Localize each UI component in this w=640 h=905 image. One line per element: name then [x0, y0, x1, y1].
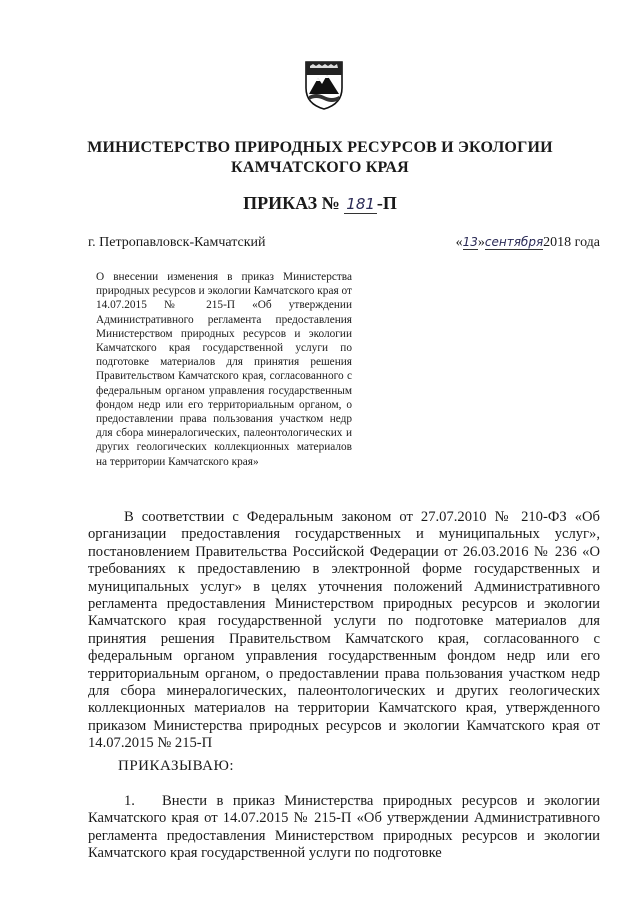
order-item-number: 1.: [124, 793, 135, 809]
ministry-name-line-2: КАМЧАТСКОГО КРАЯ: [231, 159, 409, 176]
order-number: 181: [346, 195, 375, 213]
date-quote-open: «: [455, 235, 463, 250]
city: г. Петропавловск-Камчатский: [88, 235, 266, 250]
ministry-name-line-1: МИНИСТЕРСТВО ПРИРОДНЫХ РЕСУРСОВ И ЭКОЛОГИИ: [87, 139, 553, 156]
kamchatka-coat-of-arms-icon: [303, 58, 345, 110]
order-item-text: Внести в приказ Министерства природных ресурсов и экологии Камчатского края от 14.07.2015 № 215-П «Об утверждении Административного регламента предоставления Министерством природных ресурсов и экологии Камчатского края государственной услуги по подготовке: [88, 793, 600, 862]
order-suffix: -П: [376, 193, 397, 213]
order-item: [88, 793, 600, 863]
date-day: 13: [462, 235, 478, 249]
order-date: [456, 235, 600, 251]
order-prefix: ПРИКАЗ №: [243, 193, 340, 213]
order-subject: О внесении изменения в приказ Министерства природных ресурсов и экологии Камчатского края от 14.07.2015 № 215-П «Об утверждении Административного регламента предоставления Министерством природных ресурсов и экологии Камчатского края государственной услуги по подготовке материалов для принятия решения Правительством Камчатского края, согласованного с федеральным органом управления государственным фондом недр или его территориальным органом, о предоставлении права пользования участком недр для сбора минералогических, палеонтологических и других геологических коллекционных материалов на территории Камчатского края»: [96, 271, 352, 468]
ministry-name: [60, 138, 580, 178]
order-title: [0, 193, 640, 214]
date-month: сентября: [484, 235, 544, 249]
order-directive-word: ПРИКАЗЫВАЮ:: [118, 758, 235, 774]
date-quote-close: »: [477, 235, 485, 250]
date-year: 2018 года: [543, 235, 600, 250]
preamble-paragraph: В соответствии с Федеральным законом от 27.07.2010 № 210-ФЗ «Об организации предоставления государственных и муниципальных услуг», постановлением Правительства Российской Федерации от 26.03.2016 № 236 «О требованиях к предоставлению в электронной форме государственных и муниципальных услуг» в целях уточнения положений Административного регламента предоставления Министерством природных ресурсов и экологии Камчатского края государственной услуги по подготовке материалов для принятия решения Правительством Камчатского края, согласованного с федеральным органом управления государственным фондом недр или его территориальным органом, о предоставлении права пользования участком недр для сбора минералогических, палеонтологических и других геологических коллекционных материалов на территории Камчатского края, утвержденного приказом Министерства природных ресурсов и экологии Камчатского края от 14.07.2015 № 215-П: [88, 509, 600, 752]
